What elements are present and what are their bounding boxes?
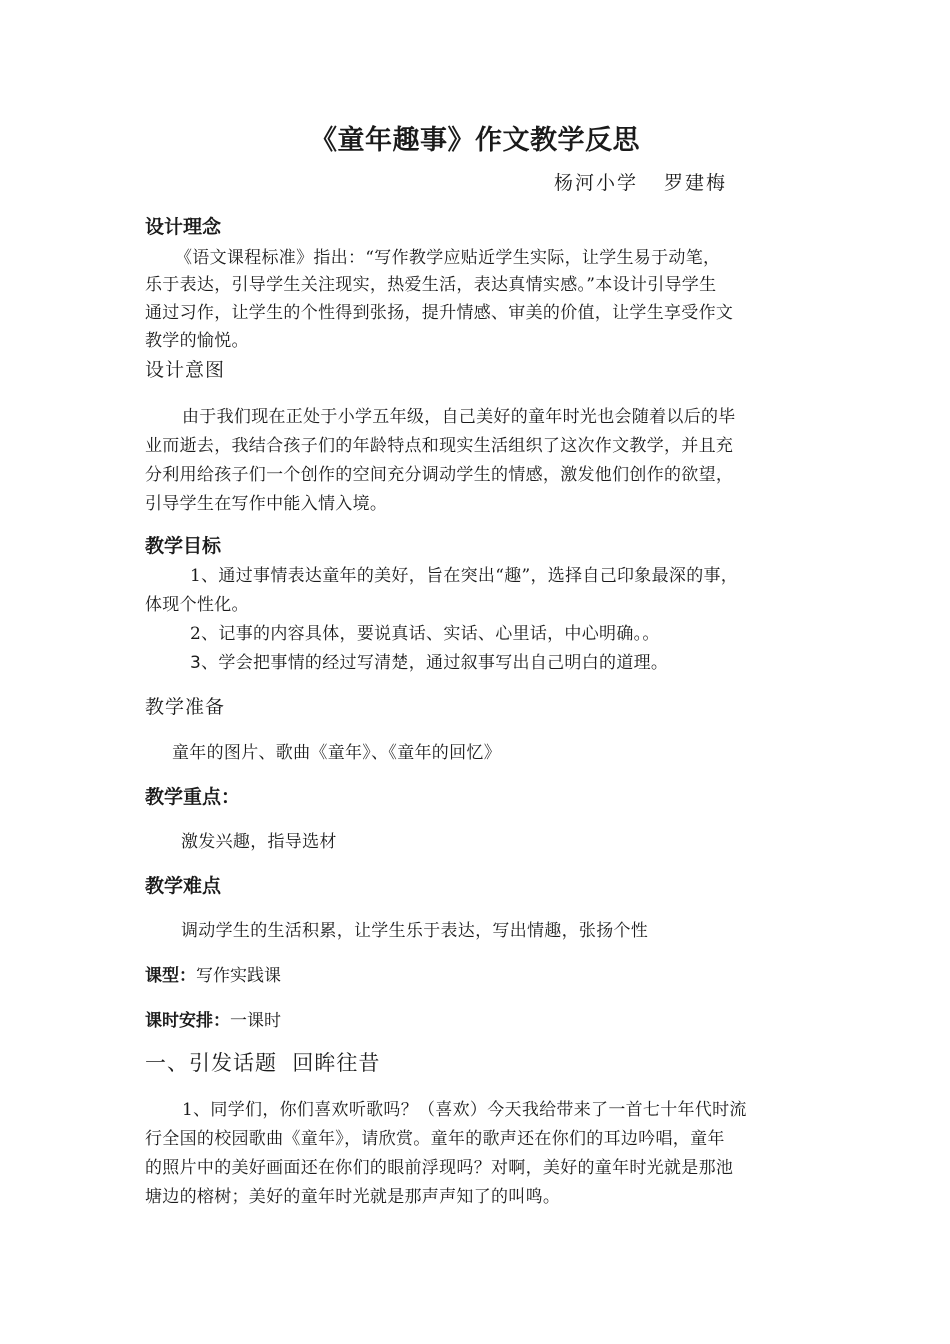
schedule-label: 课时安排： <box>145 1011 230 1031</box>
design-intent-heading: 设计意图 <box>145 359 226 381</box>
design-concept-line: 乐于表达，引导学生关注现实，热爱生活，表达真情实感。”本设计引导学生 <box>145 275 717 295</box>
part-one-heading: 一、引发话题 回眸往昔 <box>145 1051 381 1075</box>
author-school: 杨河小学 <box>554 172 639 194</box>
lesson-type-value: 写作实践课 <box>196 966 281 986</box>
teaching-goal-1-continued: 体现个性化。 <box>145 595 249 615</box>
part-one-line: 塘边的榕树；美好的童年时光就是那声声知了的叫鸣。 <box>145 1187 561 1207</box>
key-points-heading: 教学重点： <box>145 786 241 808</box>
preparation-heading: 教学准备 <box>145 696 226 718</box>
schedule-value: 一课时 <box>230 1011 281 1031</box>
lesson-type-label: 课型： <box>145 966 196 986</box>
part-one-line: 行全国的校园歌曲《童年》，请欣赏。童年的歌声还在你们的耳边吟唱，童年 <box>145 1129 725 1149</box>
design-intent-line: 引导学生在写作中能入情入境。 <box>145 494 388 514</box>
author-line <box>554 168 727 195</box>
document-title: 《童年趣事》作文教学反思 <box>310 125 640 156</box>
preparation-text: 童年的图片、歌曲《童年》、《童年的回忆》 <box>172 743 501 763</box>
author-name: 罗建梅 <box>664 172 728 194</box>
teaching-goal-3: 3、学会把事情的经过写清楚，通过叙事写出自己明白的道理。 <box>190 653 669 673</box>
difficulties-text: 调动学生的生活积累，让学生乐于表达，写出情趣，张扬个性 <box>181 921 649 941</box>
schedule <box>145 1006 281 1031</box>
difficulties-heading: 教学难点 <box>145 875 222 897</box>
design-intent-line: 由于我们现在正处于小学五年级，自己美好的童年时光也会随着以后的毕 <box>182 407 736 427</box>
design-concept-line: 教学的愉悦。 <box>145 331 249 351</box>
design-concept-heading: 设计理念 <box>145 216 222 238</box>
key-points-text: 激发兴趣，指导选材 <box>181 832 337 852</box>
teaching-goals-heading: 教学目标 <box>145 535 222 557</box>
design-intent-line: 分利用给孩子们一个创作的空间充分调动学生的情感，激发他们创作的欲望， <box>145 465 734 485</box>
design-intent-line: 业而逝去，我结合孩子们的年龄特点和现实生活组织了这次作文教学，并且充 <box>145 436 734 456</box>
design-concept-line: 通过习作，让学生的个性得到张扬，提升情感、审美的价值，让学生享受作文 <box>145 303 734 323</box>
design-concept-line: 《语文课程标准》指出：“写作教学应贴近学生实际，让学生易于动笔， <box>175 248 721 268</box>
teaching-goal-1: 1、通过事情表达童年的美好，旨在突出“趣”，选择自己印象最深的事， <box>190 566 739 586</box>
part-one-line: 的照片中的美好画面还在你们的眼前浮现吗？对啊，美好的童年时光就是那池 <box>145 1158 734 1178</box>
teaching-goal-2: 2、记事的内容具体，要说真话、实话、心里话，中心明确。。 <box>190 624 660 644</box>
lesson-type <box>145 961 281 986</box>
part-one-line: 1、同学们，你们喜欢听歌吗？（喜欢）今天我给带来了一首七十年代时流 <box>182 1100 747 1120</box>
